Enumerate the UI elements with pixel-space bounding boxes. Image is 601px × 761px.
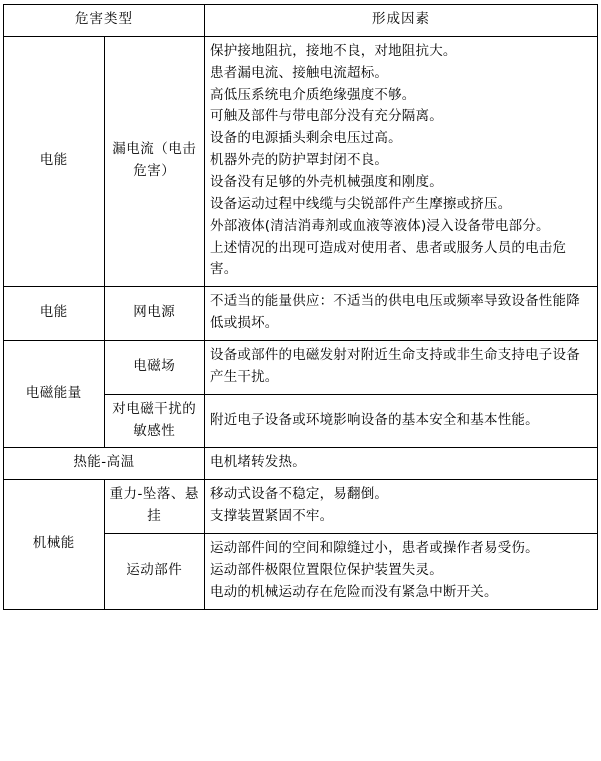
cell-subtype: 电磁场: [104, 341, 205, 395]
factor-line: 保护接地阻抗，接地不良，对地阻抗大。: [210, 42, 457, 59]
factor-line: 附近电子设备或环境影响设备的基本安全和基本性能。: [210, 411, 539, 428]
hazard-table: [3, 4, 598, 610]
table-row: [4, 448, 598, 480]
table-body: [4, 36, 598, 609]
factor-line: 运动部件极限位置限位保护装置失灵。: [210, 561, 443, 578]
cell-subtype: 重力-坠落、悬挂: [104, 480, 205, 534]
factor-line: 外部液体(清洁消毒剂或血液等液体)浸入设备带电部分。: [210, 217, 550, 234]
cell-factors: [205, 36, 598, 286]
factor-line: 电动的机械运动存在危险而没有紧急中断开关。: [210, 583, 498, 600]
cell-subtype: 网电源: [104, 287, 205, 341]
cell-factors: [205, 534, 598, 610]
cell-category: 机械能: [4, 480, 105, 609]
cell-factors: [205, 480, 598, 534]
table-row: [4, 287, 598, 341]
cell-category: 电能: [4, 36, 105, 286]
factor-line: 高低压系统电介质绝缘强度不够。: [210, 86, 416, 103]
document-page: [0, 4, 601, 761]
cell-factors: [205, 287, 598, 341]
column-header-hazard-type: 危害类型: [4, 5, 205, 37]
cell-factors: [205, 341, 598, 395]
factor-line: 机器外壳的防护罩封闭不良。: [210, 152, 389, 169]
table-header-row: [4, 5, 598, 37]
factor-line: 支撑装置紧固不牢。: [210, 508, 334, 525]
factor-line: 设备的电源插头剩余电压过高。: [210, 130, 402, 147]
cell-subtype: 运动部件: [104, 534, 205, 610]
cell-category: 热能-高温: [4, 448, 205, 480]
cell-category: 电磁能量: [4, 341, 105, 448]
factor-line: 电机堵转发热。: [210, 454, 306, 471]
cell-subtype: 对电磁干扰的敏感性: [104, 394, 205, 448]
factor-line: 不适当的能量供应：不适当的供电电压或频率导致设备性能降低或损坏。: [210, 293, 580, 332]
cell-factors: [205, 394, 598, 448]
factor-line: 运动部件间的空间和隙缝过小，患者或操作者易受伤。: [210, 540, 539, 557]
factor-line: 可触及部件与带电部分没有充分隔离。: [210, 108, 443, 125]
factor-line: 设备或部件的电磁发射对附近生命支持或非生命支持电子设备产生干扰。: [210, 347, 580, 385]
factor-line: 设备运动过程中线缆与尖锐部件产生摩擦或挤压。: [210, 195, 512, 212]
table-row: [4, 480, 598, 534]
table-row: [4, 341, 598, 395]
table-row: [4, 36, 598, 286]
column-header-factors: 形成因素: [205, 5, 598, 37]
cell-category: 电能: [4, 287, 105, 341]
factor-line: 上述情况的出现可造成对使用者、患者或服务人员的电击危害。: [210, 239, 567, 278]
factor-line: 移动式设备不稳定，易翻倒。: [210, 486, 389, 503]
table-header: [4, 5, 598, 37]
cell-subtype: 漏电流（电击危害）: [104, 36, 205, 286]
factor-line: 患者漏电流、接触电流超标。: [210, 64, 389, 81]
factor-line: 设备没有足够的外壳机械强度和刚度。: [210, 174, 443, 191]
cell-factors: [205, 448, 598, 480]
